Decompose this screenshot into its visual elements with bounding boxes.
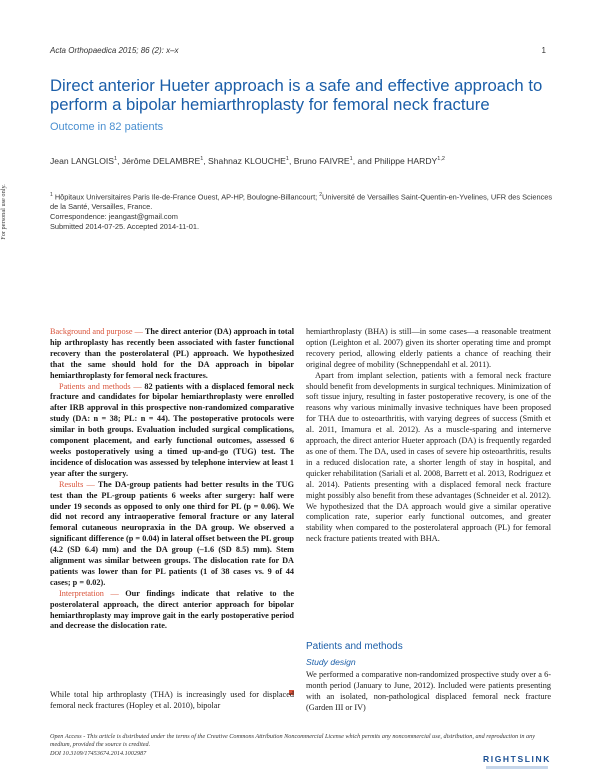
author-3-affil: 1 — [285, 156, 289, 163]
author-1: Jean LANGLOIS — [50, 156, 115, 166]
affiliation-2: Université de Versailles Saint-Quentin-en-Yvelines, UFR des Sciences de la Santé, Versailles, France. — [50, 192, 553, 212]
download-watermark-line2: For personal use only. — [0, 184, 7, 240]
abstract-methods-text: 82 patients with a displaced femoral neck fracture and candidates for bipolar hemiarthroplasty were enrolled after IRB approval in this prospective non-randomized comparative study (DA: n = 38; PL: n = 44). The postoperative protocols were similar in both groups. Evaluation included surgical complications, component placement, and early functional outcomes, assessed 6 weeks postoperatively using a timed up-and-go (TUG) test. The incidence of dislocation was assessed by telephone interview at least 1 year after the surgery. — [50, 381, 295, 478]
journal-citation: Acta Orthopaedica 2015; 86 (2): x–x — [50, 46, 179, 55]
introduction-continued — [306, 327, 551, 545]
sep: , — [352, 156, 358, 166]
submission-dates: Submitted 2014-07-25. Accepted 2014-11-01. — [50, 221, 200, 231]
affiliations — [50, 191, 555, 231]
intro-paragraph-2: Apart from implant selection, patients with a femoral neck fracture should benefit from developments in surgical techniques. Minimization of soft tissue injury, resulting in faster postoperative recovery, is one of the reasons why various minimally invasive techniques have been proposed for THA due to osteoarthritis, with varying degrees of success (Smith et al. 2011, Imamura et al. 2012). As a muscle-sparing and internerve approach, the direct anterior Hueter approach (DA) is frequently regarded as one of them. The DA, used in cases of severe hip osteoarthritis, results in a reduced dislocation rate, a shorter length of stay in hospital, and quicker rehabilitation (Sariali et al. 2008, Barrett et al. 2013, Rodriguez et al. 2014). Patients presenting with a displaced femoral neck fracture might possibly also benefit from these advantages (Schneider et al. 2012). We hypothesized that the DA approach would give a similar operative complication rate, superior early functional outcomes, and greater stability when compared to the posterolateral approach (PL) for femoral neck fracture patients treated with BHA. — [306, 370, 551, 544]
author-4: Bruno FAIVRE — [293, 156, 350, 166]
sep: , — [117, 156, 122, 166]
affiliation-1: Hôpitaux Universitaires Paris Ile-de-France Ouest, AP-HP, Boulogne-Billancourt; — [54, 192, 318, 202]
article-title: Direct anterior Hueter approach is a safe and effective approach to perform a bipolar hemiarthroplasty for femoral neck fracture — [50, 76, 543, 114]
abstract-results-label: Results — — [59, 479, 95, 489]
abstract-interpretation-text: Our findings indicate that relative to the posterolateral approach, the direct anterior approach for bipolar hemiarthroplasty may improve gait in the early postoperative period and decrease the dislocation rate. — [50, 588, 294, 631]
affil-2-mark: 2 — [319, 192, 323, 198]
running-header — [50, 46, 550, 55]
doi: DOI 10.3109/17453674.2014.1002987 — [50, 749, 147, 757]
page-number: 1 — [541, 46, 546, 55]
author-list — [50, 156, 570, 166]
author-3: Shahnaz KLOUCHE — [208, 156, 286, 166]
author-2-affil: 1 — [200, 156, 204, 163]
license-note: Open Access - This article is distributed under the terms of the Creative Commons Attribution Noncommercial License which permits any noncommercial use, distribution, and reproduction in any medium, provided the source is credited. — [50, 733, 535, 749]
article-subtitle: Outcome in 82 patients — [50, 121, 164, 133]
abstract-methods-label: Patients and methods — — [59, 381, 142, 391]
author-5-affil: 1,2 — [437, 156, 445, 163]
intro-paragraph-1: hemiarthroplasty (BHA) is still—in some cases—a reasonable treatment option (Leighton et al. 2007) given its shorter operating time and prompt recovery period, allowing elderly patients a chance of reaching their original degree of mobility (Schneppendahl et al. 2011). — [306, 327, 551, 369]
sep: , — [203, 156, 209, 166]
affil-1-mark: 1 — [50, 192, 53, 198]
abstract — [50, 327, 294, 632]
abstract-results-text: The DA-group patients had better results in the TUG test than the PL-group patients 6 weeks after surgery: half were under 19 seconds as opposed to only one third for PL (p = 0.06). We did not record any intraoperative femoral fracture or any lateral femoral cutaneous neuropraxia in the DA group. We observed a significant difference (p = 0.04) in lateral offset between the PL group (4.2 (SD 6.4) mm) and the DA group (–1.6 (SD 8.5) mm). Stem alignment was similar between groups. The dislocation rate for DA patients was lower than for PL patients (1 of 38 cases vs. 9 of 44 cases; p = 0.02). — [50, 479, 295, 587]
section-heading: Patients and methods — [306, 641, 403, 652]
sep: , — [288, 156, 294, 166]
introduction-text: While total hip arthroplasty (THA) is increasingly used for displaced femoral neck fractures (Hopley et al. 2010), bipolar — [50, 690, 294, 710]
subsection-heading: Study design — [306, 657, 356, 667]
download-watermark — [0, 62, 7, 362]
abstract-background-label: Background and purpose — — [50, 327, 143, 336]
rightslink-logo[interactable]: RIGHTSLINK — [483, 754, 551, 764]
rightslink-underline — [486, 766, 548, 769]
abstract-interpretation-label: Interpretation — — [59, 588, 119, 598]
author-1-affil: 1 — [114, 156, 118, 163]
study-design-text: We performed a comparative non-randomized prospective study over a 6-month period (January to June, 2012). Included were patients presenting with an isolated, non-pathological displaced femoral neck fracture (Garden III or IV) — [306, 670, 551, 712]
abstract-background-text: The direct anterior (DA) approach in total hip arthroplasty has recently been associated with faster functional recovery than the posterolateral (PL) approach. We hypothesized that the same should hold for the DA approach in bipolar hemiarthroplasty for femoral neck fractures. — [50, 327, 295, 380]
author-2: Jérôme DELAMBRE — [121, 156, 201, 166]
author-5: and Philippe HARDY — [357, 156, 438, 166]
correspondence: Correspondence: jeangast@gmail.com — [50, 211, 178, 221]
author-4-affil: 1 — [349, 156, 353, 163]
open-access-footer — [50, 733, 555, 758]
